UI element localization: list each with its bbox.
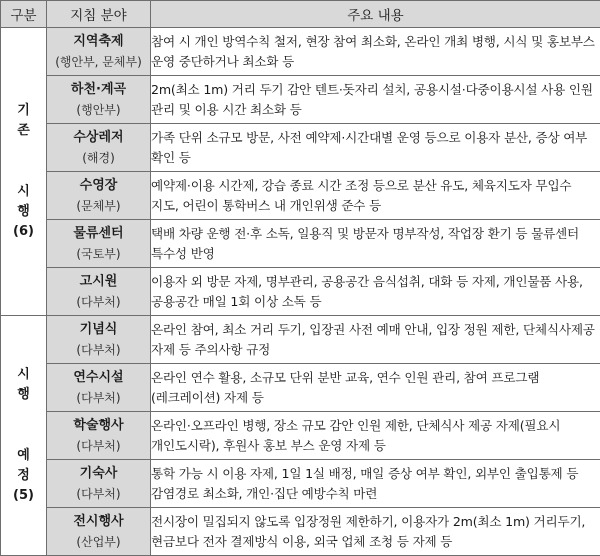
content-cell: 참여 시 개인 방역수칙 철저, 현장 참여 최소화, 온라인 개최 병행, 시식 및 홍보부스 운영 중단하거나 최소화 등 <box>151 28 600 76</box>
field-dept: (다부처) <box>47 388 150 408</box>
header-content: 주요 내용 <box>151 1 600 28</box>
field-dept: (국토부) <box>47 244 150 264</box>
category-count: (6) <box>1 222 46 242</box>
table-row <box>1 124 600 172</box>
field-name: 기숙사 <box>47 464 150 484</box>
table-row <box>1 508 600 556</box>
content-cell: 택배 차량 운행 전·후 소독, 일용직 및 방문자 명부작성, 작업장 환기 등 물류센터 특수성 반영 <box>151 220 600 268</box>
table-row <box>1 412 600 460</box>
field-dept: (다부처) <box>47 436 150 456</box>
field-cell <box>47 28 151 76</box>
field-dept: (다부처) <box>47 484 150 504</box>
field-dept: (다부처) <box>47 340 150 360</box>
field-cell <box>47 220 151 268</box>
field-cell <box>47 124 151 172</box>
field-name: 고시원 <box>47 272 150 292</box>
field-dept: (다부처) <box>47 292 150 312</box>
content-cell: 가족 단위 소규모 방문, 사전 예약제·시간대별 운영 등으로 이용자 분산, 증상 여부 확인 등 <box>151 124 600 172</box>
category-planned: 시 행 예 정 (5) <box>1 316 47 556</box>
field-name: 하천·계곡 <box>47 80 150 100</box>
content-cell: 2m(최소 1m) 거리 두기 감안 텐트·돗자리 설치, 공용시설·다중이용시설 사용 인원 관리 및 이용 시간 최소화 등 <box>151 76 600 124</box>
table-row <box>1 172 600 220</box>
category-existing: 기 존 시 행 (6) <box>1 28 47 316</box>
table-row <box>1 316 600 364</box>
content-cell: 이용자 외 방문 자제, 명부관리, 공용공간 음식섭취, 대화 등 자제, 개인물품 사용, 공용공간 매일 1회 이상 소독 등 <box>151 268 600 316</box>
table-row <box>1 268 600 316</box>
header-row <box>1 1 600 28</box>
field-cell <box>47 268 151 316</box>
table-row <box>1 220 600 268</box>
content-cell: 예약제·이용 시간제, 강습 종료 시간 조정 등으로 분산 유도, 체육지도자 무입수 지도, 어린이 통학버스 내 개인위생 준수 등 <box>151 172 600 220</box>
field-cell <box>47 364 151 412</box>
header-field: 지침 분야 <box>47 1 151 28</box>
content-cell: 온라인 연수 활용, 소규모 단위 분반 교육, 연수 인원 관리, 참여 프로그램(레크레이션) 자제 등 <box>151 364 600 412</box>
field-cell <box>47 412 151 460</box>
field-cell <box>47 460 151 508</box>
field-dept: (행안부, 문체부) <box>47 52 150 72</box>
field-cell <box>47 172 151 220</box>
field-cell <box>47 316 151 364</box>
table-row <box>1 28 600 76</box>
field-cell <box>47 76 151 124</box>
table-row <box>1 76 600 124</box>
field-cell <box>47 508 151 556</box>
field-name: 물류센터 <box>47 224 150 244</box>
field-name: 지역축제 <box>47 32 150 52</box>
content-cell: 통학 가능 시 이용 자제, 1일 1실 배정, 매일 증상 여부 확인, 외부인 출입통제 등 감염경로 최소화, 개인·집단 예방수칙 마련 <box>151 460 600 508</box>
content-cell: 온라인 참여, 최소 거리 두기, 입장권 사전 예매 안내, 입장 정원 제한, 단체식사제공 자제 등 주의사항 규정 <box>151 316 600 364</box>
field-name: 수영장 <box>47 176 150 196</box>
field-dept: (행안부) <box>47 100 150 120</box>
field-dept: (산업부) <box>47 532 150 552</box>
category-count: (5) <box>1 486 46 506</box>
table-row <box>1 460 600 508</box>
field-dept: (해경) <box>47 148 150 168</box>
field-name: 수상레저 <box>47 128 150 148</box>
field-dept: (문체부) <box>47 196 150 216</box>
content-cell: 온라인·오프라인 병행, 장소 규모 감안 인원 제한, 단체식사 제공 자제(필요시 개인도시락), 후원사 홍보 부스 운영 자제 등 <box>151 412 600 460</box>
field-name: 기념식 <box>47 320 150 340</box>
content-cell: 전시장이 밀집되지 않도록 입장정원 제한하기, 이용자가 2m(최소 1m) 거리두기, 현금보다 전자 결제방식 이용, 외국 업체 조청 등 자제 등 <box>151 508 600 556</box>
field-name: 전시행사 <box>47 512 150 532</box>
field-name: 학술행사 <box>47 416 150 436</box>
field-name: 연수시설 <box>47 368 150 388</box>
table-row <box>1 364 600 412</box>
header-category: 구분 <box>1 1 47 28</box>
